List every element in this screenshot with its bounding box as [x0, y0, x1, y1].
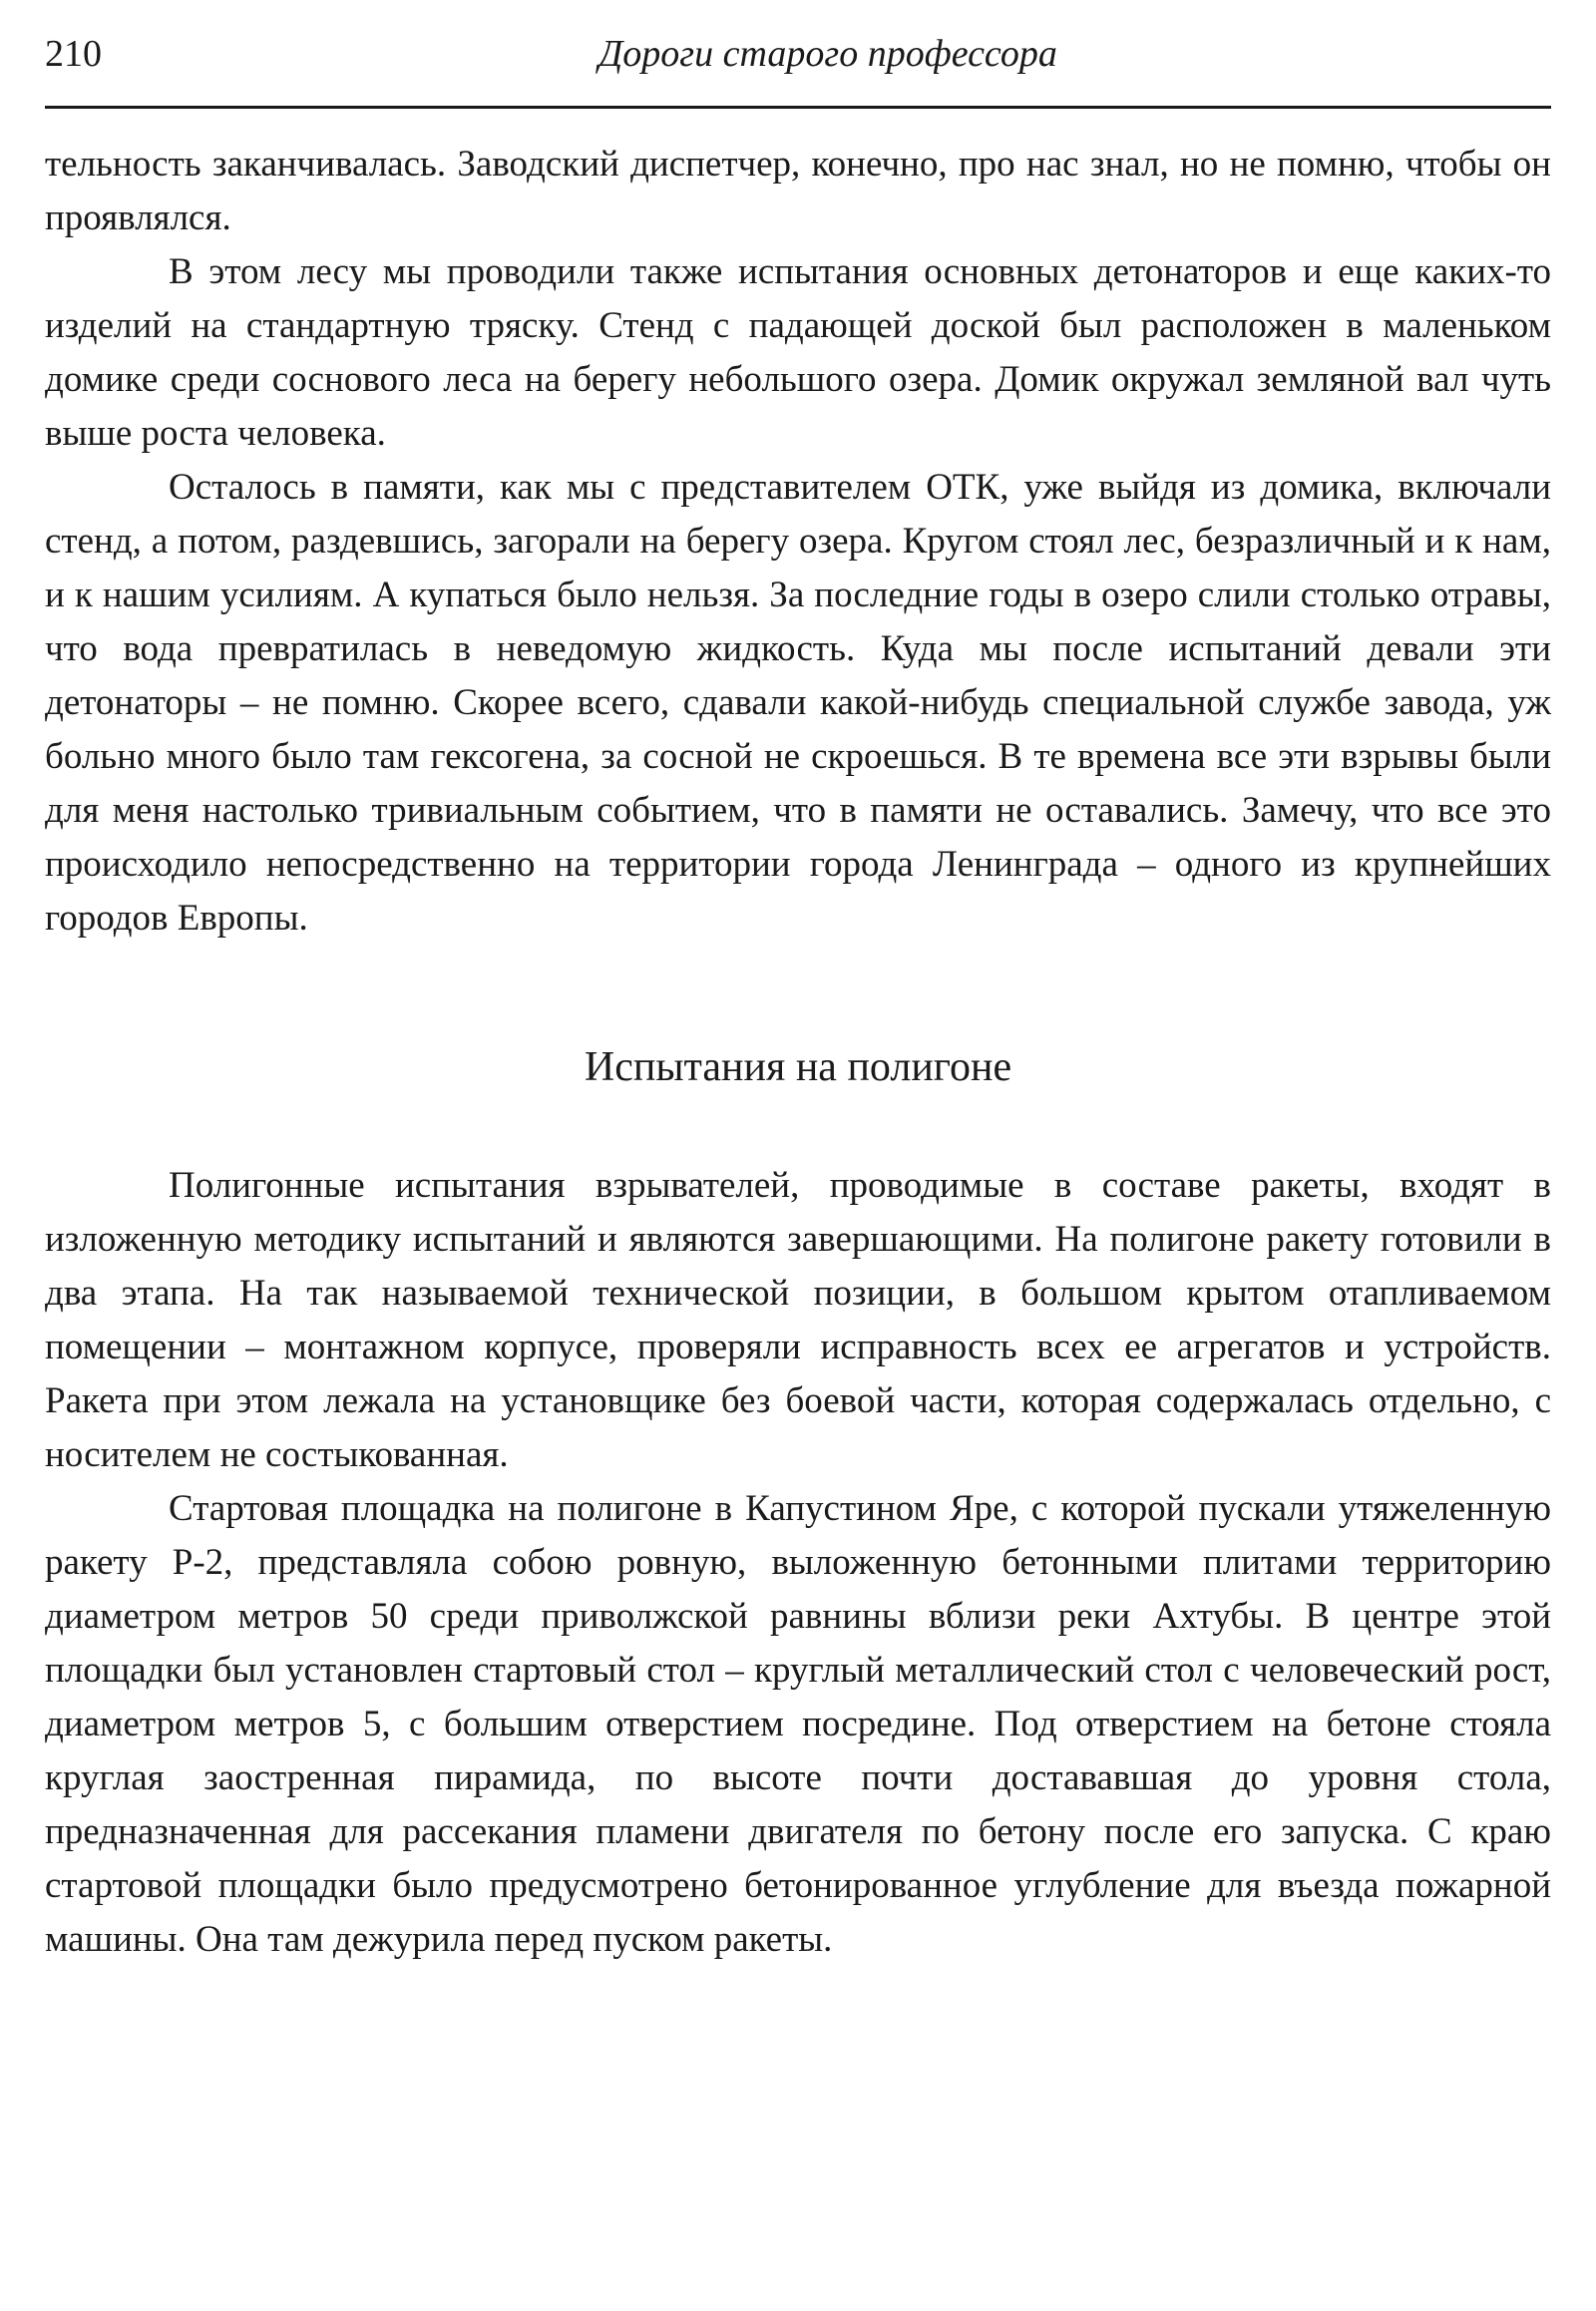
paragraph: В этом лесу мы проводили также испытания основных детонаторов и еще каких-то изделий на стандартную тряску. Стенд с падающей доской был расположен в маленьком домике среди соснового леса на берегу небольшого озера. Домик окружал земляной вал чуть выше роста человека.	[45, 251, 1551, 454]
book-page	[45, 0, 1551, 2311]
book-title: Дороги старого профессора	[598, 33, 1057, 75]
header-rule	[45, 106, 1551, 109]
paragraph: Полигонные испытания взрывателей, проводимые в составе ракеты, входят в изложенную методику испытаний и являются завершающими. На полигоне ракету готовили в два этапа. На так называемой технической позиции, в большом крытом отапливаемом помещении – монтажном корпусе, проверяли исправность всех ее агрегатов и устройств. Ракета при этом лежала на установщике без боевой части, которая содержалась отдельно, с носителем не состыкованная.	[45, 1165, 1551, 1475]
page-number: 210	[45, 33, 102, 75]
paragraph: Осталось в памяти, как мы с представителем ОТК, уже выйдя из домика, включали стенд, а потом, раздевшись, загорали на берегу озера. Кругом стоял лес, безразличный и к нам, и к нашим усилиям. А купаться было нельзя. За последние годы в озеро слили столько отравы, что вода превратилась в неведомую жидкость. Куда мы после испытаний девали эти детонаторы – не помню. Скорее всего, сдавали какой-нибудь специальной службе завода, уж больно много было там гексогена, за сосной не скроешься. В те времена все эти взрывы были для меня настолько тривиальным событием, что в памяти не оставались. Замечу, что все это происходило непосредственно на территории города Ленинграда – одного из крупнейших городов Европы.	[45, 467, 1551, 939]
body-text	[45, 138, 1551, 1967]
running-head	[45, 26, 1551, 82]
section-heading: Испытания на полигоне	[584, 1044, 1012, 1090]
paragraph: Стартовая площадка на полигоне в Капустином Яре, с которой пускали утяжеленную ракету Р-2, представляла собою ровную, выложенную бетонными плитами территорию диаметром метров 50 среди приволжской равнины вблизи реки Ахтубы. В центре этой площадки был установлен стартовый стол – круглый металлический стол с человеческий рост, диаметром метров 5, с большим отверстием посредине. Под отверстием на бетоне стояла круглая заостренная пирамида, по высоте почти достававшая до уровня стола, предназначенная для рассекания пламени двигателя по бетону после его запуска. С краю стартовой площадки было предусмотрено бетонированное углубление для въезда пожарной машины. Она там дежурила перед пуском ракеты.	[45, 1488, 1551, 1960]
paragraph-continued: тельность заканчивалась. Заводский диспетчер, конечно, про нас знал, но не помню, чтобы он проявлялся.	[45, 144, 1551, 238]
